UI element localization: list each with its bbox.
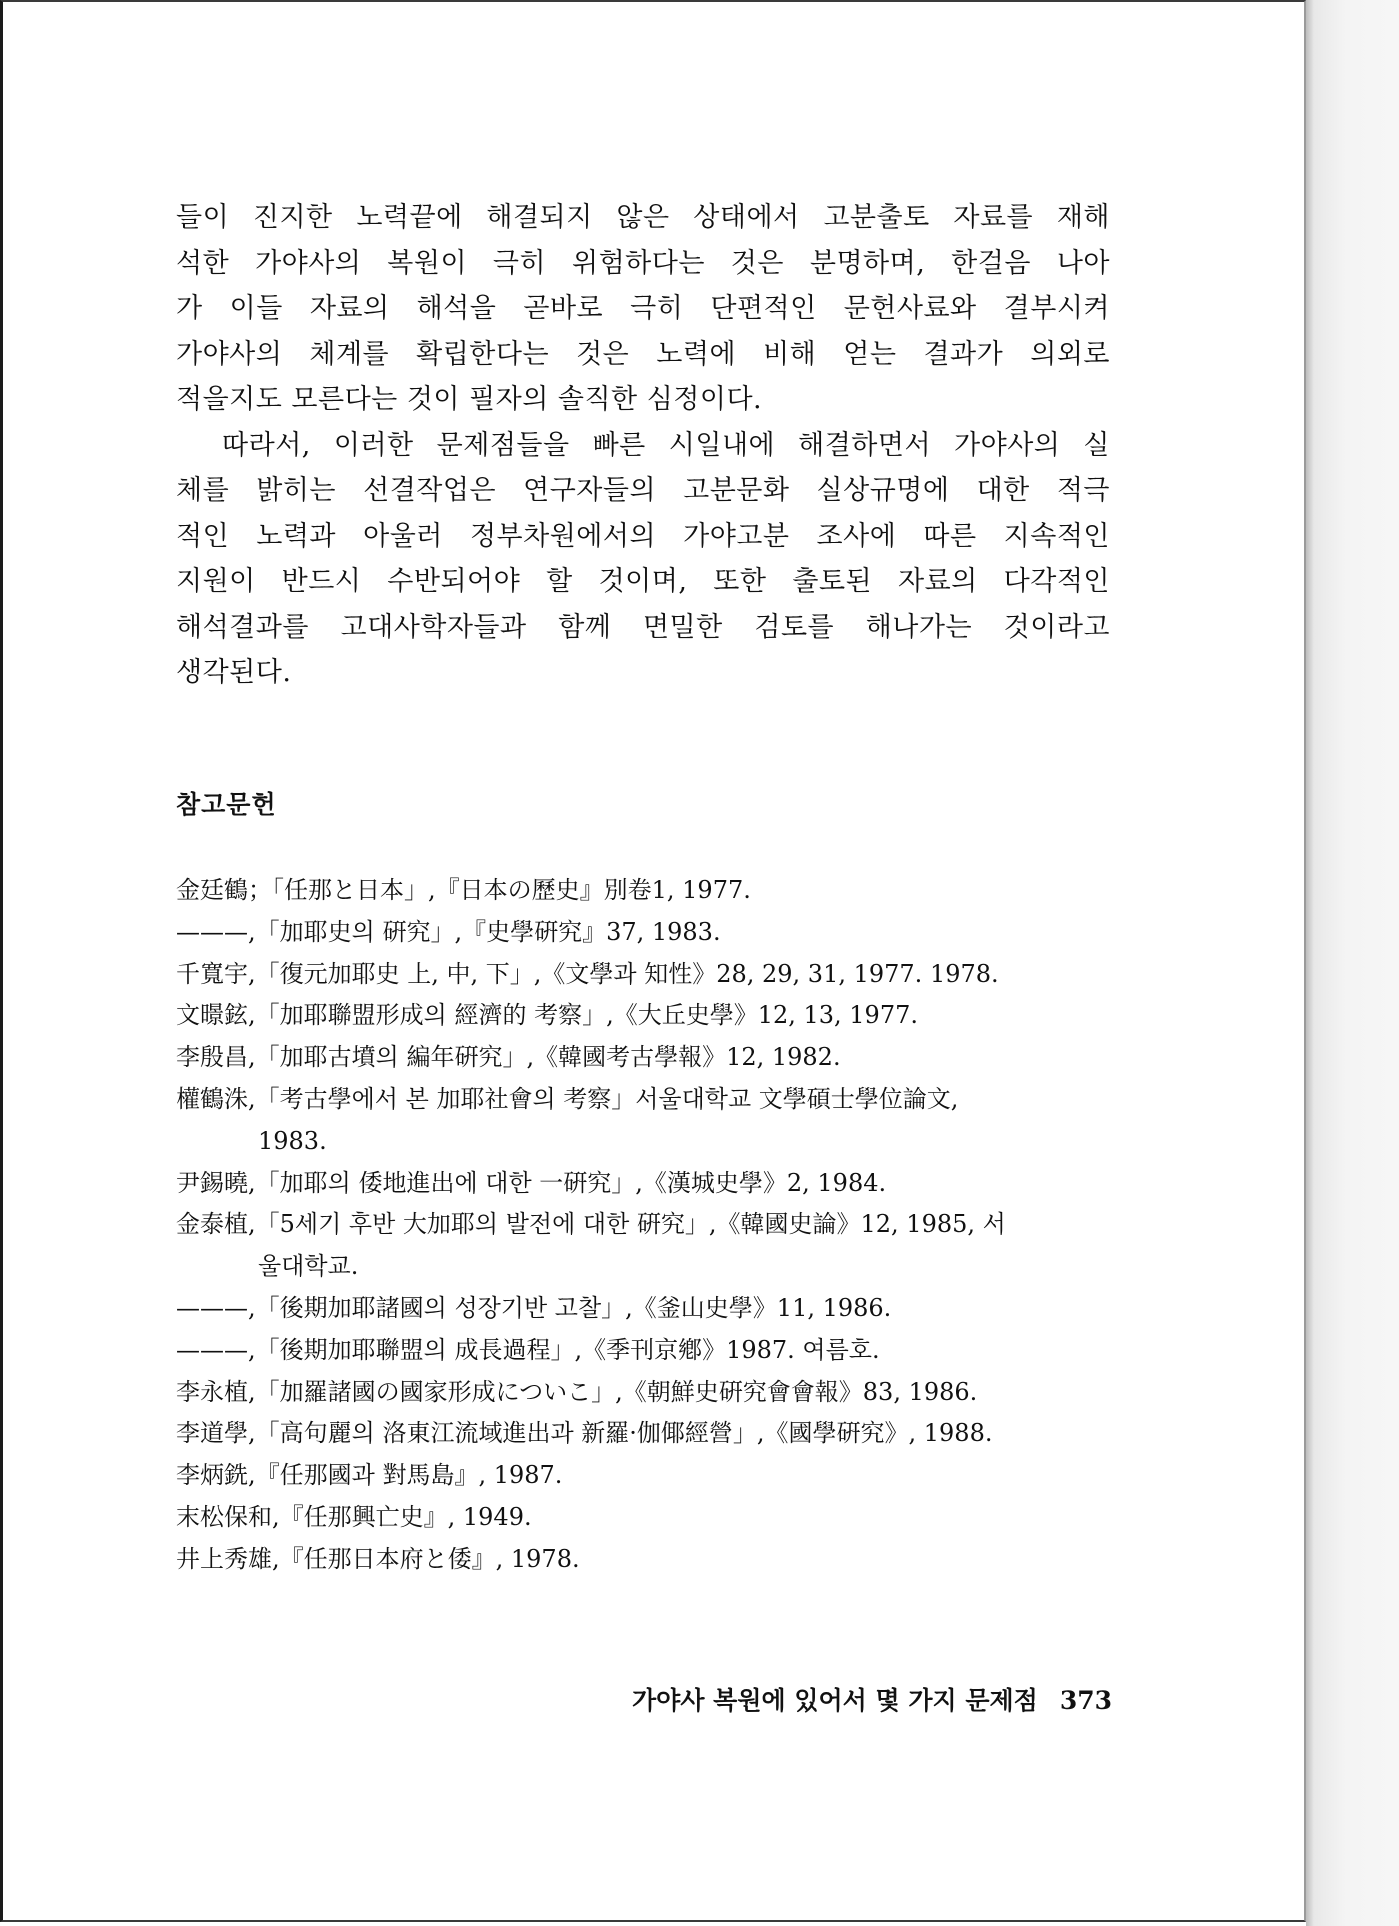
reference-entry: 金泰植,「5세기 후반 大加耶의 발전에 대한 硏究」,《韓國史論》12, 1985, 서 [176,1210,1006,1239]
reference-entry: 千寬宇,「復元加耶史 上, 中, 下」,《文學과 知性》28, 29, 31, 1977. 1978. [176,959,999,988]
reference-entry: ———,「加耶史의 硏究」,『史學硏究』37, 1983. [176,917,721,946]
reference-entry: 尹錫曉,「加耶의 倭地進出에 대한 一硏究」,《漢城史學》2, 1984. [176,1168,887,1197]
running-title: 가야사 복원에 있어서 몇 가지 문제점 [632,1686,1038,1715]
paragraph-line: 적을지도 모른다는 것이 필자의 솔직한 심정이다. [176,384,763,415]
paragraph-line: 생각된다. [176,657,292,688]
paragraph-line: 지원이 반드시 수반되어야 할 것이며, 또한 출토된 자료의 다각적인 [176,566,1110,597]
reference-entry: 李道學,「高句麗의 洛東江流域進出과 新羅·伽倻經營」,《國學硏究》, 1988. [176,1419,993,1448]
reference-entry: 李永植,「加羅諸國の國家形成についこ」,《朝鮮史硏究會會報》83, 1986. [176,1377,978,1406]
reference-entry-continuation: 울대학교. [258,1252,359,1281]
paragraph-line: 석한 가야사의 복원이 극히 위험하다는 것은 분명하며, 한걸음 나아 [176,247,1110,279]
references-heading: 참고문헌 [176,790,277,819]
reference-entry: 井上秀雄,『任那日本府と倭』, 1978. [176,1544,580,1573]
reference-entry: 李殷昌,「加耶古墳의 編年硏究」,《韓國考古學報》12, 1982. [176,1043,841,1072]
paragraph-line: 따라서, 이러한 문제점들을 빠른 시일내에 해결하면서 가야사의 실 [176,429,1110,461]
paragraph-line: 체를 밝히는 선결작업은 연구자들의 고분문화 실상규명에 대한 적극 [176,475,1110,506]
reference-entry: 末松保和,『任那興亡史』, 1949. [176,1502,532,1531]
paragraph-line: 들이 진지한 노력끝에 해결되지 않은 상태에서 고분출토 자료를 재해 [176,202,1110,233]
paragraph-line: 가 이들 자료의 해석을 곧바로 극히 단편적인 문헌사료와 결부시켜 [176,293,1110,324]
reference-list [176,870,1116,1581]
reference-entry: 權鶴洙,「考古學에서 본 加耶社會의 考察」서울대학교 文學碩士學位論文, [176,1084,959,1113]
reference-entry-continuation: 1983. [258,1126,327,1155]
reference-entry: 文暻鉉,「加耶聯盟形成의 經濟的 考察」,《大丘史學》12, 13, 1977. [176,1001,918,1030]
body-paragraphs [176,195,1110,696]
paragraph-line: 가야사의 체계를 확립한다는 것은 노력에 비해 얻는 결과가 의외로 [176,338,1110,370]
reference-entry: ———,「後期加耶聯盟의 成長過程」,《季刊京鄕》1987. 여름호. [176,1335,880,1364]
reference-entry: 李炳銑,『任那國과 對馬島』, 1987. [176,1461,563,1490]
reference-entry: 金廷鶴；「任那と日本」,『日本の歷史』別卷1, 1977. [176,876,751,904]
reference-entry: ———,「後期加耶諸國의 성장기반 고찰」,《釜山史學》11, 1986. [176,1293,892,1322]
page-number: 373 [1059,1686,1112,1715]
paragraph-line: 적인 노력과 아울러 정부차원에서의 가야고분 조사에 따른 지속적인 [176,520,1110,552]
scan-margin-shadow [1306,0,1399,1926]
running-footer [578,1681,1112,1717]
paragraph-line: 해석결과를 고대사학자들과 함께 면밀한 검토를 해나가는 것이라고 [176,611,1110,643]
